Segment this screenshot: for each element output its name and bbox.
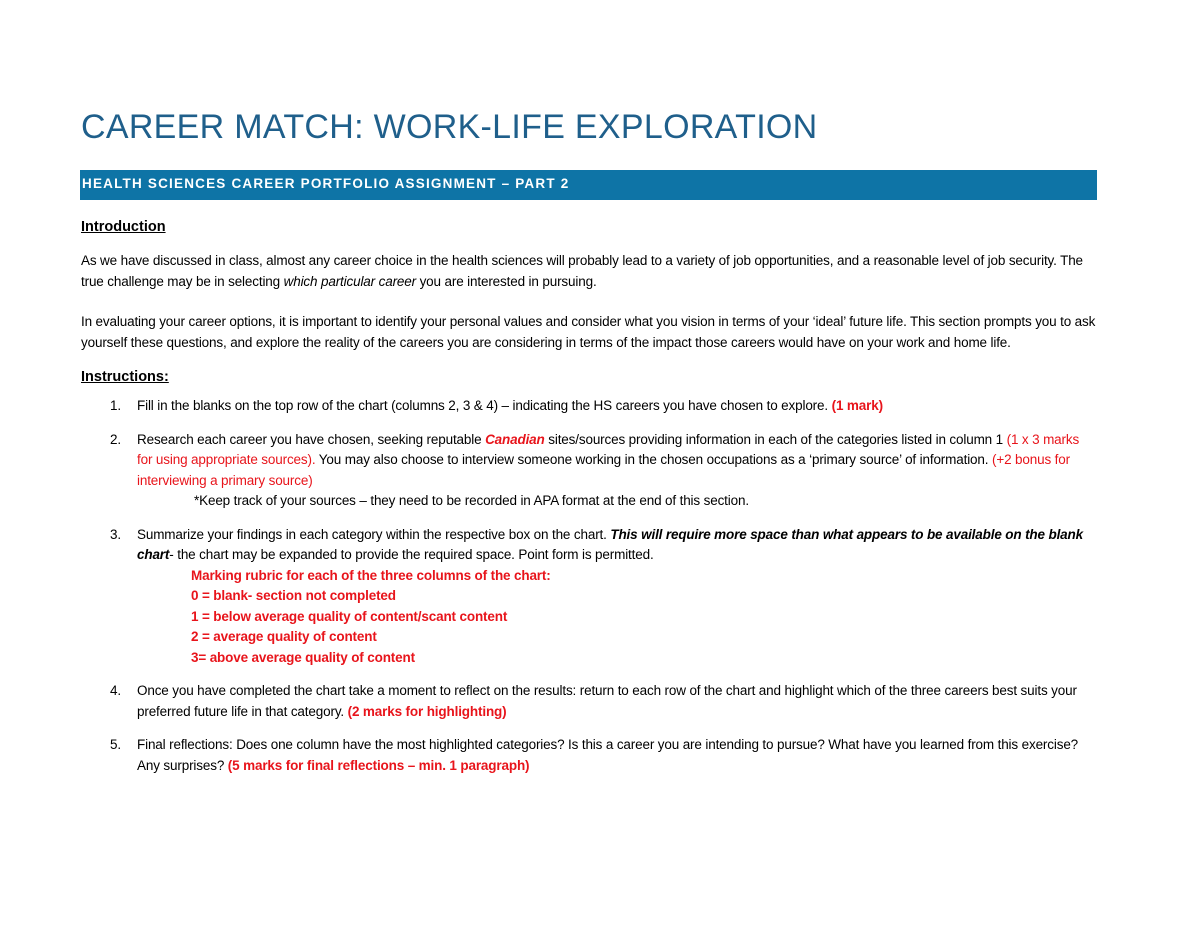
instruction-number: 1. [110,398,121,413]
instruction-item-5 [81,735,1096,776]
instruction-4-mark: (2 marks for highlighting) [347,703,507,719]
instruction-2-text-a: Research each career you have chosen, seeking reputable [137,431,486,447]
instruction-1-text: Fill in the blanks on the top row of the chart (columns 2, 3 & 4) – indicating the HS careers you have chosen to explore. [137,398,832,413]
instruction-number: 5. [110,737,121,752]
rubric-line: 3= above average quality of content [191,649,415,665]
instruction-1-mark: (1 mark) [831,398,883,413]
instruction-2-text-b: sites/sources providing information in each of the categories listed in column 1 [544,431,1007,447]
instruction-3-text-a: Summarize your findings in each category within the respective box on the chart. [137,526,611,542]
instruction-number: 4. [110,683,121,698]
instructions-heading: Instructions: [81,369,169,385]
instruction-2-text-c: You may also choose to interview someone working in the chosen occupations as a ‘primary source’ of information. [315,452,992,467]
rubric-heading: Marking rubric for each of the three columns of the chart: [191,567,551,583]
instruction-item-4 [81,681,1096,722]
instruction-item-2 [81,430,1096,512]
instruction-2-canadian: Canadian [485,431,545,447]
instruction-3-text-b: - the chart may be expanded to provide the required space. Point form is permitted. [169,547,654,562]
introduction-heading: Introduction [81,219,166,235]
instruction-2-keep-track: *Keep track of your sources – they need to be recorded in APA format at the end of this section. [194,493,749,508]
intro-p1-text-b: you are interested in pursuing. [415,273,597,289]
introduction-paragraph-2: In evaluating your career options, it is important to identify your personal values and consider what you vision in terms of your ‘ideal’ future life. This section prompts you to ask yourself these questions, and explore the reality of the careers you are considering in terms of the impact those careers would have on your work and home life. [81,314,1096,350]
intro-p1-italic: which particular career [283,273,416,289]
instruction-item-1 [81,396,1096,417]
instructions-list [81,396,1096,776]
instruction-3-italic: This will require more space than what appears to be available on the blank chart [137,526,1083,562]
instruction-2-mark-1: (1 x 3 marks for using appropriate sources). [137,431,1080,467]
rubric-line: 2 = average quality of content [191,629,377,644]
introduction-paragraph-1 [81,251,1096,292]
instruction-number: 2. [110,431,121,447]
subtitle-bar [80,170,1097,200]
instruction-5-text: Final reflections: Does one column have the most highlighted categories? Is this a career you are intending to pursue? What have you learned from this exercise? Any surprises? [137,737,1079,773]
rubric-line: 1 = below average quality of content/scant content [191,608,508,624]
document-body [81,217,1096,789]
marking-rubric [137,566,1096,669]
instruction-number: 3. [110,526,121,542]
instruction-4-text: Once you have completed the chart take a moment to reflect on the results: return to each row of the chart and highlight which of the three careers best suits your preferred future life in that category. [137,683,1077,719]
intro-p1-text-a: As we have discussed in class, almost any career choice in the health sciences will probably lead to a variety of job opportunities, and a reasonable level of job security. The true challenge may be in selecting [81,253,1083,289]
instruction-item-3 [81,525,1096,669]
instruction-2-mark-2: (+2 bonus for interviewing a primary source) [137,452,1070,488]
page-title: CAREER MATCH: WORK-LIFE EXPLORATION [81,108,818,146]
subtitle-text: HEALTH SCIENCES CAREER PORTFOLIO ASSIGNMENT – PART 2 [82,176,570,191]
rubric-line: 0 = blank- section not completed [191,588,396,603]
instruction-5-mark: (5 marks for final reflections – min. 1 paragraph) [227,757,530,773]
